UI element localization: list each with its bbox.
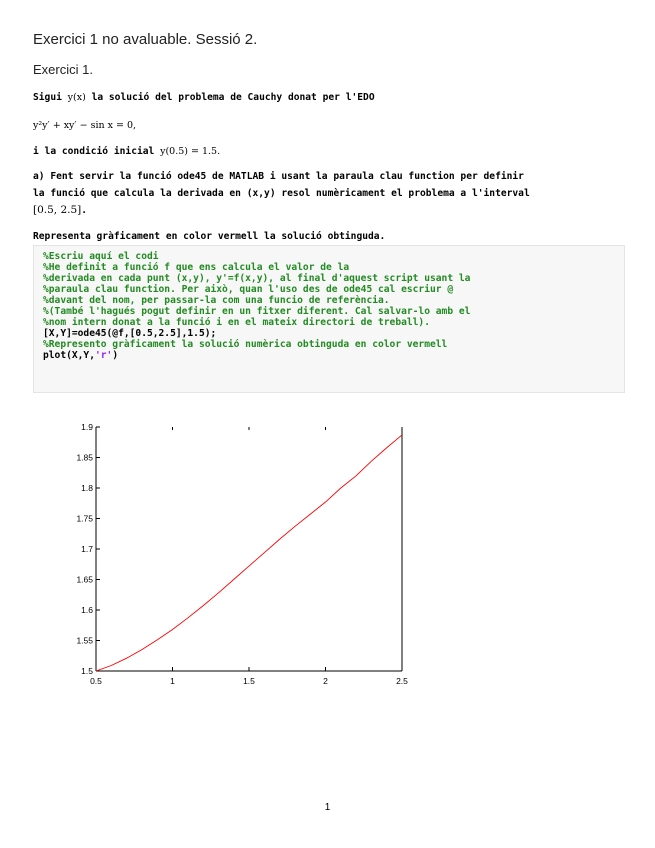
code-comment: %He definit a funció f que ens calcula el valor de la <box>43 262 350 273</box>
code-comment: %Represento gràficament la solució numèrica obtinguda en color vermell <box>43 339 448 350</box>
y-tick-label: 1.5 <box>81 666 93 676</box>
code-comment: %Escriu aquí el codi <box>43 251 159 262</box>
code-comment: %paraula clau function. Per això, quan l'uso des de ode45 cal escriur @ <box>43 284 454 295</box>
part-a-text-2: la funció que calcula la derivada en (x,y) resol numèricament el problema a l'interval <box>33 188 530 199</box>
part-a-text-1: a) Fent servir la funció ode45 de MATLAB i usant la paraula clau function per definir <box>33 171 524 182</box>
part-a-text-3: . <box>81 205 88 216</box>
code-comment: %davant del nom, per passar-la com una funcio de referència. <box>43 295 390 306</box>
y-tick-label: 1.65 <box>76 574 93 585</box>
y-tick-label: 1.85 <box>76 452 93 463</box>
statement-text: Sigui <box>33 92 68 103</box>
initial-condition-math: y(0.5) = 1.5. <box>160 146 221 157</box>
initial-condition-text: i la condició inicial <box>33 146 161 157</box>
plot-instruction-text: Representa gràficament en color vermell la solució obtinguda. <box>33 231 386 242</box>
y-tick-label: 1.75 <box>76 513 93 524</box>
y-tick-label: 1.6 <box>81 605 93 615</box>
ode-expression: y²y′ + xy′ − sin x = 0, <box>33 120 137 131</box>
x-tick-label: 0.5 <box>90 676 102 686</box>
math-y-of-x: y(x) <box>67 92 86 103</box>
y-tick-label: 1.7 <box>81 544 93 554</box>
code-statement: [X,Y]=ode45(@f,[0.5,2.5],1.5); <box>43 328 217 339</box>
solution-curve <box>96 435 402 671</box>
code-plot-call: plot(X,Y, <box>43 350 95 361</box>
page-title: Exercici 1 no avaluable. Sessió 2. <box>33 31 258 48</box>
y-tick-label: 1.8 <box>81 483 93 493</box>
x-tick-label: 2.5 <box>396 676 408 686</box>
code-comment: %(També l'hagués pogut definir en un fitxer diferent. Cal salvar-lo amb el <box>43 306 471 317</box>
y-tick-label: 1.55 <box>76 635 93 646</box>
code-comment: %nom intern donat a la funció i en el mateix directori de treball). <box>43 317 430 328</box>
page-number: 1 <box>324 802 331 813</box>
exercise-heading: Exercici 1. <box>33 62 93 77</box>
x-tick-label: 2 <box>323 676 328 686</box>
code-comment: %derivada en cada punt (x,y), y'=f(x,y), al final d'aquest script usant la <box>43 273 471 284</box>
code-plot-close: ) <box>112 350 119 361</box>
statement-text-cont: la solució del problema de Cauchy donat per l'EDO <box>85 92 375 103</box>
interval-math: [0.5, 2.5] <box>33 204 82 216</box>
code-string-literal: 'r' <box>94 350 113 361</box>
y-tick-label: 1.9 <box>81 422 93 432</box>
x-tick-label: 1.5 <box>243 676 255 686</box>
x-tick-label: 1 <box>170 676 175 686</box>
